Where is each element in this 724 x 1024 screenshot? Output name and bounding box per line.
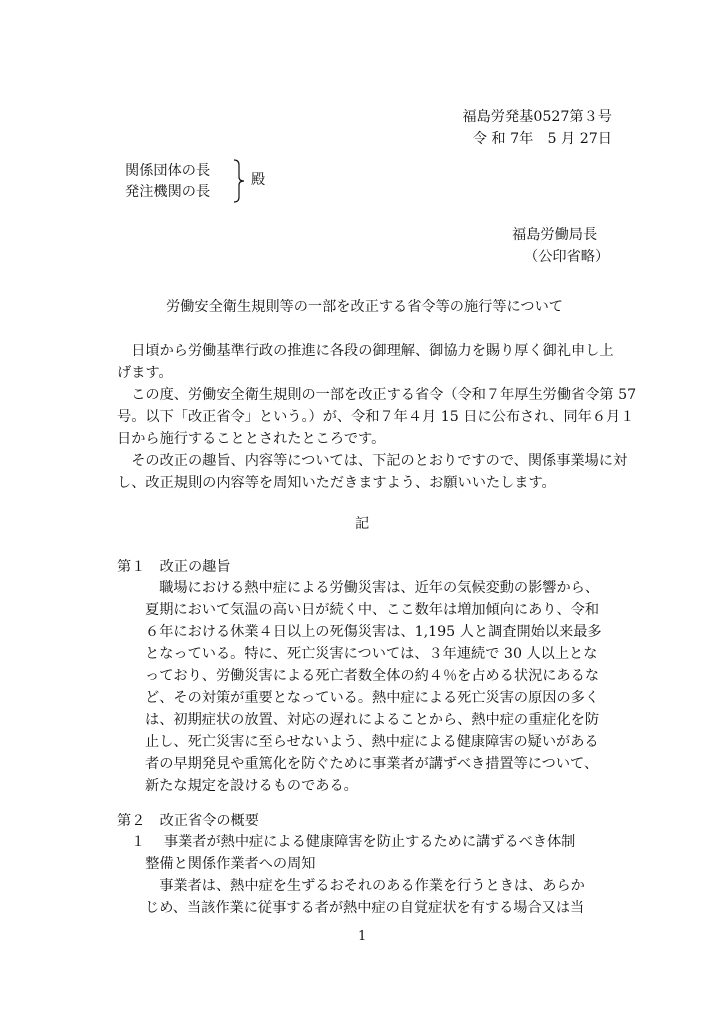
section-2-heading: 第２ 改正省令の概要	[117, 813, 259, 829]
section-2-body: 事業者は、熱中症を生ずるおそれのある作業を行うときは、あらか じめ、当該作業に従事する者が熱中症の自覚症状を有する場合又は当	[145, 878, 585, 916]
section-1-body: 職場における熱中症による労働災害は、近年の気候変動の影響から、 夏期において気温の高い日が続く中、ここ数年は増加傾向にあり、令和 ６年における休業４日以上の死傷災害は、1,195 人と調査開始以来最多 となっている。特に、死亡災害については、３年連続で 30 人以上とな っており、労働災害による死亡者数全体の約４％を占める状況にあるな ど、その対策が重要となっている。熱中症による死亡災害の原因の多く は、初期症状の放置、対応の遅れによることから、熱中症の重症化を防 止し、死亡災害に至らせないよう、熱中症による健康障害の疑いがある 者の早期発見や重篤化を防ぐために事業者が講ずべき措置等について、 新たな規定を設けるものである。	[145, 580, 602, 794]
seal-omitted-note: （公印省略）	[524, 249, 610, 265]
page-number: 1	[358, 929, 367, 944]
reference-number: 福島労発基0527第３号	[462, 109, 612, 125]
sender-office: 福島労働局長	[512, 227, 598, 243]
section-1-heading: 第１ 改正の趣旨	[117, 559, 231, 575]
section-2-item-1: １ 事業者が熱中症による健康障害を防止するために講ずるべき体制 整備と関係作業者への周知	[131, 834, 576, 872]
document-date: 令 和 7年 5 月 27日	[472, 131, 612, 147]
honorific: 殿	[251, 172, 266, 188]
document-title: 労働安全衛生規則等の一部を改正する省令等の施行等について	[166, 299, 563, 315]
intro-paragraph-1: 日頃から労働基準行政の推進に各段の御理解、御協力を賜り厚く御礼申し上 げます。	[117, 343, 614, 381]
recipient-line-2: 発注機関の長	[125, 184, 211, 200]
intro-paragraph-3: その改正の趣旨、内容等については、下記のとおりですので、関係事業場に対 し、改正規則の内容等を周知いただきますよう、お願いいたします。	[117, 453, 628, 491]
recipient-line-1: 関係団体の長	[125, 163, 211, 179]
ki-marker: 記	[355, 516, 370, 532]
intro-paragraph-2: この度、労働安全衛生規則の一部を改正する省令（令和７年厚生労働省令第 57 号。以下「改正省令」という。）が、令和７年４月 15 日に公布され、同年６月１ 日から施行することとされたところです。	[117, 387, 637, 447]
recipient-brace	[233, 159, 245, 203]
